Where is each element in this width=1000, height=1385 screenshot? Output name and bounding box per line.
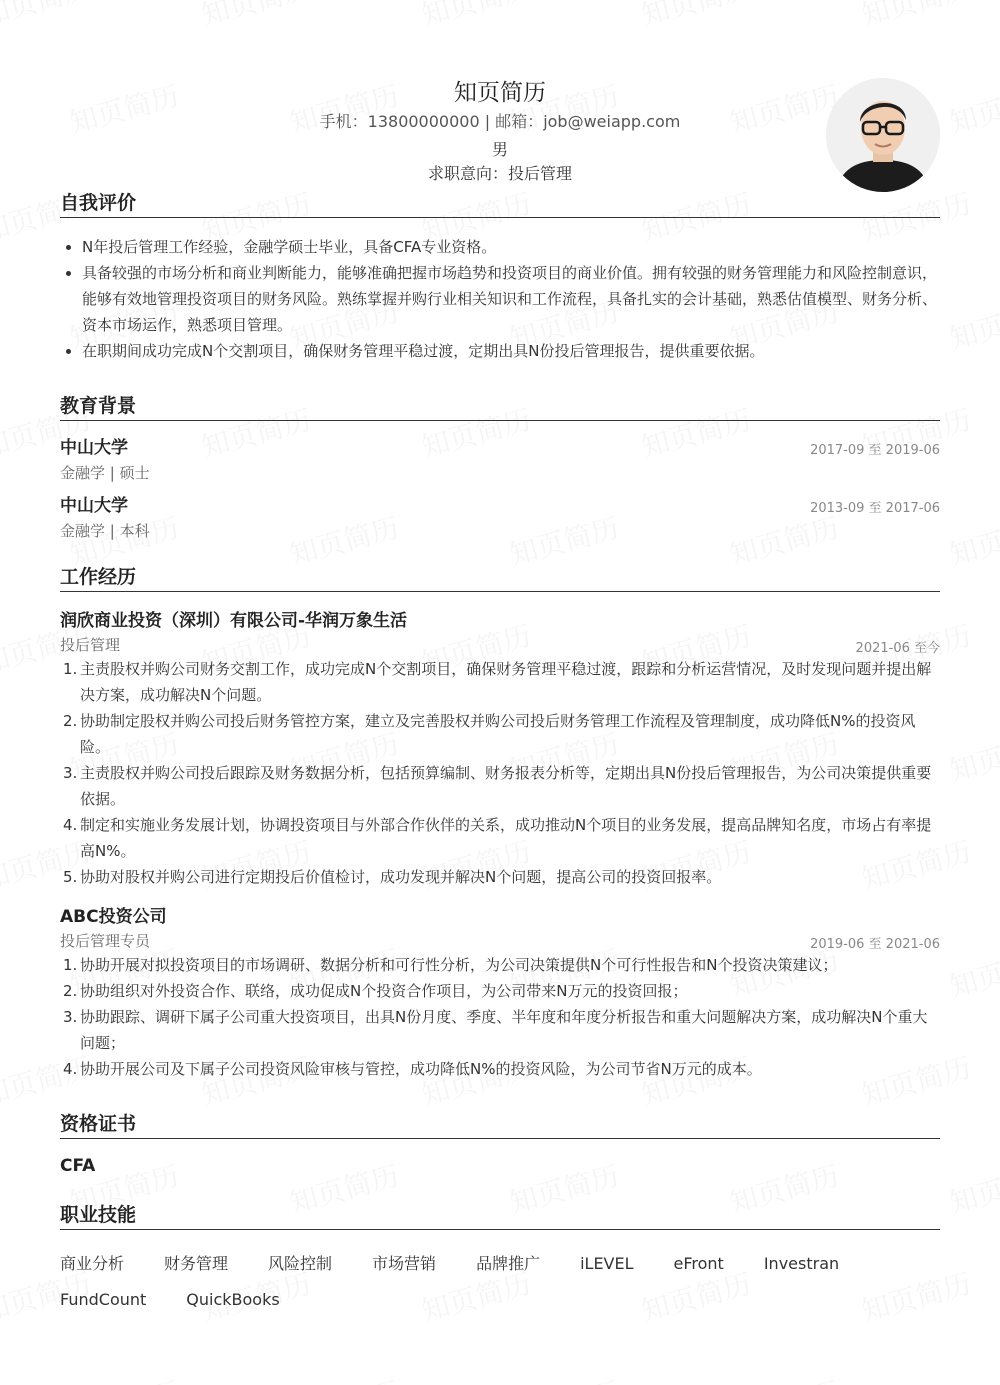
job-entry <box>60 608 940 890</box>
list-item <box>60 708 940 760</box>
work-experience-section <box>60 563 940 1082</box>
list-item <box>60 812 940 864</box>
job-intent: 求职意向：投后管理 <box>427 164 572 183</box>
gender: 男 <box>491 140 508 159</box>
candidate-name: 知页简历 <box>454 80 546 106</box>
education-section <box>60 392 940 543</box>
skills-list <box>60 1246 940 1318</box>
certificate-item: CFA <box>60 1156 96 1176</box>
company-name: 润欣商业投资（深圳）有限公司-华润万象生活 <box>60 611 408 631</box>
job-title: 投后管理 <box>60 636 121 654</box>
job-date: 2021-06 至今 <box>855 641 940 656</box>
list-item <box>60 760 940 812</box>
education-date: 2013-09 至 2017-06 <box>810 501 940 516</box>
section-title-self-evaluation: 自我评价 <box>60 189 940 218</box>
item-text: 制定和实施业务发展计划，协调投资项目与外部合作伙伴的关系，成功推动N个项目的业务发展，提高品牌知名度，市场占有率提高N%。 <box>80 816 932 860</box>
skill-tag: 市场营销 <box>372 1254 437 1273</box>
item-text: 协助对股权并购公司进行定期投后价值检讨，成功发现并解决N个问题，提高公司的投资回报率。 <box>80 868 722 886</box>
skill-tag: 商业分析 <box>60 1254 125 1273</box>
skill-tag: 风险控制 <box>268 1254 333 1273</box>
item-number: 4. <box>63 1060 78 1078</box>
item-number: 2. <box>63 712 78 730</box>
list-item: 在职期间成功完成N个交割项目，确保财务管理平稳过渡，定期出具N份投后管理报告，提供重要依据。 <box>60 338 940 364</box>
item-number: 3. <box>63 1008 78 1026</box>
job-role-row <box>60 930 940 952</box>
person-portrait-icon <box>826 78 940 192</box>
section-title-certificates: 资格证书 <box>60 1110 940 1139</box>
item-number: 5. <box>63 868 78 886</box>
item-text: 协助制定股权并购公司投后财务管控方案，建立及完善股权并购公司投后财务管理工作流程及管理制度，成功降低N%的投资风险。 <box>80 712 916 756</box>
major-degree: 金融学 | 本科 <box>60 522 150 540</box>
section-title-skills: 职业技能 <box>60 1201 940 1230</box>
skill-tag: FundCount <box>60 1290 147 1309</box>
education-date: 2017-09 至 2019-06 <box>810 443 940 458</box>
job-title: 投后管理专员 <box>60 932 151 950</box>
school-name: 中山大学 <box>60 496 128 516</box>
item-text: 协助组织对外投资合作、联络，成功促成N个投资合作项目，为公司带来N万元的投资回报； <box>80 982 688 1000</box>
list-item: N年投后管理工作经验，金融学硕士毕业，具备CFA专业资格。 <box>60 234 940 260</box>
major-degree: 金融学 | 硕士 <box>60 464 150 482</box>
item-number: 1. <box>63 660 78 678</box>
item-number: 1. <box>63 956 78 974</box>
item-number: 2. <box>63 982 78 1000</box>
skill-tag: Investran <box>763 1254 840 1273</box>
job-duty-list <box>60 656 940 890</box>
list-item: 具备较强的市场分析和商业判断能力，能够准确把握市场趋势和投资项目的商业价值。拥有较强的财务管理能力和风险控制意识，能够有效地管理投资项目的财务风险。熟练掌握并购行业相关知识和工作流程，具备扎实的会计基础，熟悉估值模型、财务分析、资本市场运作，熟悉项目管理。 <box>60 260 940 338</box>
job-entry <box>60 904 940 1082</box>
skill-tag: QuickBooks <box>186 1290 280 1309</box>
self-evaluation-section <box>60 189 940 364</box>
job-duty-list <box>60 952 940 1082</box>
skill-tag: 财务管理 <box>164 1254 229 1273</box>
item-text: 协助开展公司及下属子公司投资风险审核与管控，成功降低N%的投资风险，为公司节省N万元的成本。 <box>80 1060 762 1078</box>
avatar-photo <box>826 78 940 192</box>
self-evaluation-list <box>60 234 940 364</box>
list-item <box>60 656 940 708</box>
item-number: 4. <box>63 816 78 834</box>
job-date: 2019-06 至 2021-06 <box>810 937 940 952</box>
item-text: 主责股权并购公司投后跟踪及财务数据分析，包括预算编制、财务报表分析等，定期出具N份投后管理报告，为公司决策提供重要依据。 <box>80 764 932 808</box>
list-item <box>60 978 940 1004</box>
item-number: 3. <box>63 764 78 782</box>
section-title-education: 教育背景 <box>60 392 940 421</box>
item-text: 协助开展对拟投资项目的市场调研、数据分析和可行性分析，为公司决策提供N个可行性报告和N个投资决策建议； <box>80 956 838 974</box>
contact-info: 手机：13800000000 | 邮箱：job@weiapp.com <box>319 112 681 131</box>
skill-tag: 品牌推广 <box>476 1254 541 1273</box>
list-item <box>60 864 940 890</box>
certificates-section <box>60 1110 940 1179</box>
education-item <box>60 435 940 485</box>
skills-section <box>60 1201 940 1318</box>
skill-tag: eFront <box>673 1254 724 1273</box>
job-role-row <box>60 634 940 656</box>
skill-tag: iLEVEL <box>580 1254 634 1273</box>
list-item <box>60 952 940 978</box>
section-title-work: 工作经历 <box>60 563 940 592</box>
item-text: 主责股权并购公司财务交割工作，成功完成N个交割项目，确保财务管理平稳过渡，跟踪和分析运营情况，及时发现问题并提出解决方案，成功解决N个问题。 <box>80 660 932 704</box>
item-text: 协助跟踪、调研下属子公司重大投资项目，出具N份月度、季度、半年度和年度分析报告和重大问题解决方案，成功解决N个重大问题； <box>80 1008 928 1052</box>
list-item <box>60 1056 940 1082</box>
list-item <box>60 1004 940 1056</box>
company-name: ABC投资公司 <box>60 907 167 927</box>
education-item <box>60 493 940 543</box>
school-name: 中山大学 <box>60 438 128 458</box>
